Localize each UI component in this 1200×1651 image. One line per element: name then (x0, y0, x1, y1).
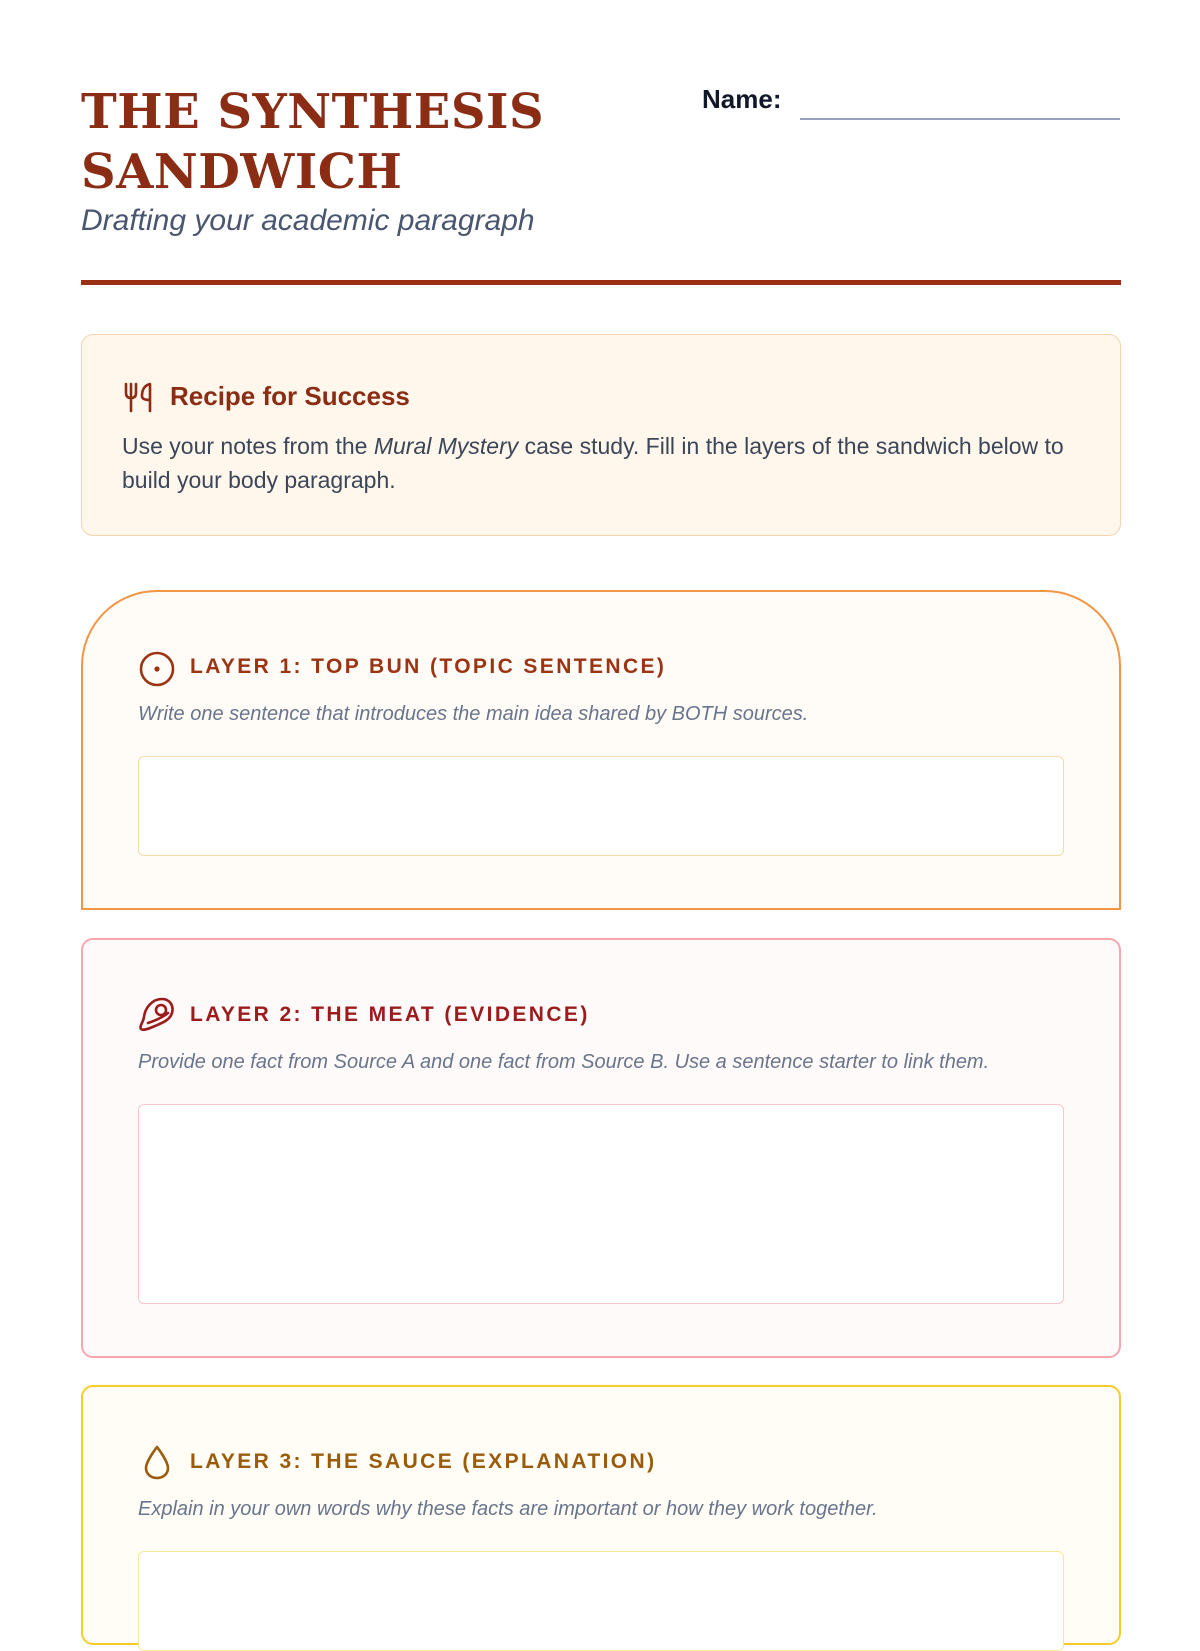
layer-instruction: Provide one fact from Source A and one fact from Source B. Use a sentence starter to link them. (138, 1051, 990, 1073)
name-field[interactable] (800, 118, 1120, 120)
layer-meat (81, 938, 1121, 1358)
explanation-input[interactable] (138, 1551, 1064, 1651)
recipe-title: Recipe for Success (170, 381, 410, 411)
sauce-drop-icon (138, 1443, 176, 1481)
page-title: THE SYNTHESIS SANDWICH (81, 84, 545, 200)
layer-heading: LAYER 1: TOP BUN (TOPIC SENTENCE) (190, 655, 667, 678)
recipe-instructions (122, 429, 1082, 497)
recipe-text-end: case study. Fill in the layers of the sandwich below to build your body paragraph. (122, 433, 1064, 493)
evidence-input[interactable] (138, 1104, 1064, 1304)
layer-heading: LAYER 3: THE SAUCE (EXPLANATION) (190, 1450, 657, 1473)
utensils-icon (122, 380, 156, 414)
layer-instruction: Explain in your own words why these facts are important or how they work together. (138, 1498, 878, 1520)
recipe-callout (81, 334, 1121, 536)
case-study-name: Mural Mystery (373, 433, 519, 459)
layer-heading: LAYER 2: THE MEAT (EVIDENCE) (190, 1003, 590, 1026)
meat-steak-icon (138, 996, 176, 1034)
layer-top-bun (81, 590, 1121, 910)
name-label: Name: (702, 84, 782, 114)
target-circle-icon (138, 650, 176, 688)
layer-instruction: Write one sentence that introduces the main idea shared by BOTH sources. (138, 703, 809, 725)
worksheet-header (81, 0, 1121, 285)
layer-sauce (81, 1385, 1121, 1645)
topic-sentence-input[interactable] (138, 756, 1064, 856)
worksheet-page (81, 0, 1121, 1520)
recipe-text-start: Use your notes from the (122, 433, 374, 459)
page-subtitle: Drafting your academic paragraph (81, 204, 535, 237)
